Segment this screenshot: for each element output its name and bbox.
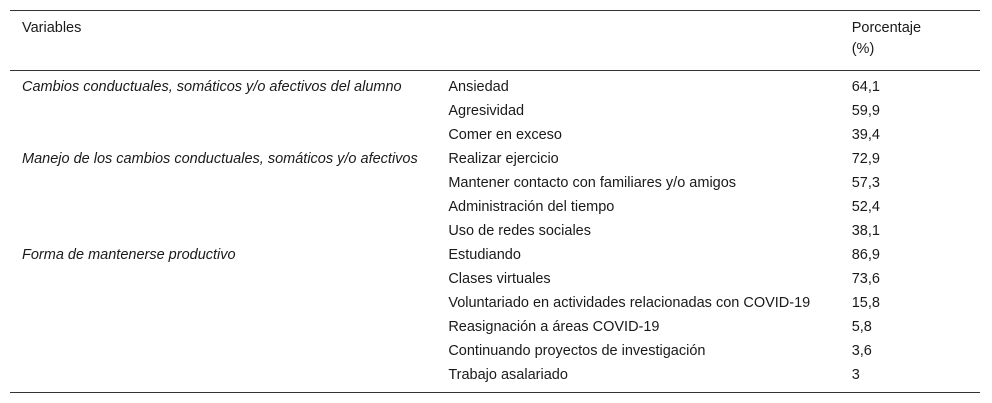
row-item: Clases virtuales [448, 271, 551, 287]
row-value: 3 [851, 367, 860, 383]
row-value: 39,4 [851, 127, 880, 143]
row-value: 3,6 [851, 343, 872, 359]
row-value: 72,9 [851, 151, 880, 167]
header-variables: Variables [22, 20, 82, 36]
table-row [10, 71, 980, 101]
header-percentage-line2: (%) [851, 41, 875, 57]
row-value: 5,8 [851, 319, 872, 335]
header-percentage-line1: Porcentaje [851, 20, 922, 36]
row-item: Estudiando [448, 247, 521, 263]
row-item: Agresividad [448, 103, 525, 119]
row-value: 59,9 [851, 103, 880, 119]
header-empty [436, 11, 839, 71]
row-item: Trabajo asalariado [448, 367, 568, 383]
row-item: Mantener contacto con familiares y/o amigos [448, 175, 737, 191]
row-item: Comer en exceso [448, 127, 562, 143]
table-row [10, 244, 980, 268]
row-value: 38,1 [851, 223, 880, 239]
table-header [10, 11, 980, 71]
row-item: Uso de redes sociales [448, 223, 591, 239]
table-body [10, 71, 980, 393]
header-row [10, 11, 980, 71]
group-label: Forma de mantenerse productivo [22, 247, 236, 263]
row-value: 52,4 [851, 199, 880, 215]
row-value: 86,9 [851, 247, 880, 263]
data-table [10, 10, 980, 393]
row-item: Ansiedad [448, 79, 509, 95]
row-item: Reasignación a áreas COVID-19 [448, 319, 660, 335]
header-percentage [840, 11, 980, 71]
row-value: 15,8 [851, 295, 880, 311]
data-table-container [10, 10, 980, 393]
row-item: Voluntariado en actividades relacionadas con COVID-19 [448, 295, 811, 311]
group-label: Manejo de los cambios conductuales, somáticos y/o afectivos [22, 151, 418, 167]
row-value: 64,1 [851, 79, 880, 95]
table-row [10, 148, 980, 172]
row-item: Realizar ejercicio [448, 151, 559, 167]
row-item: Administración del tiempo [448, 199, 615, 215]
group-label: Cambios conductuales, somáticos y/o afectivos del alumno [22, 79, 402, 95]
row-value: 73,6 [851, 271, 880, 287]
row-value: 57,3 [851, 175, 880, 191]
row-item: Continuando proyectos de investigación [448, 343, 706, 359]
